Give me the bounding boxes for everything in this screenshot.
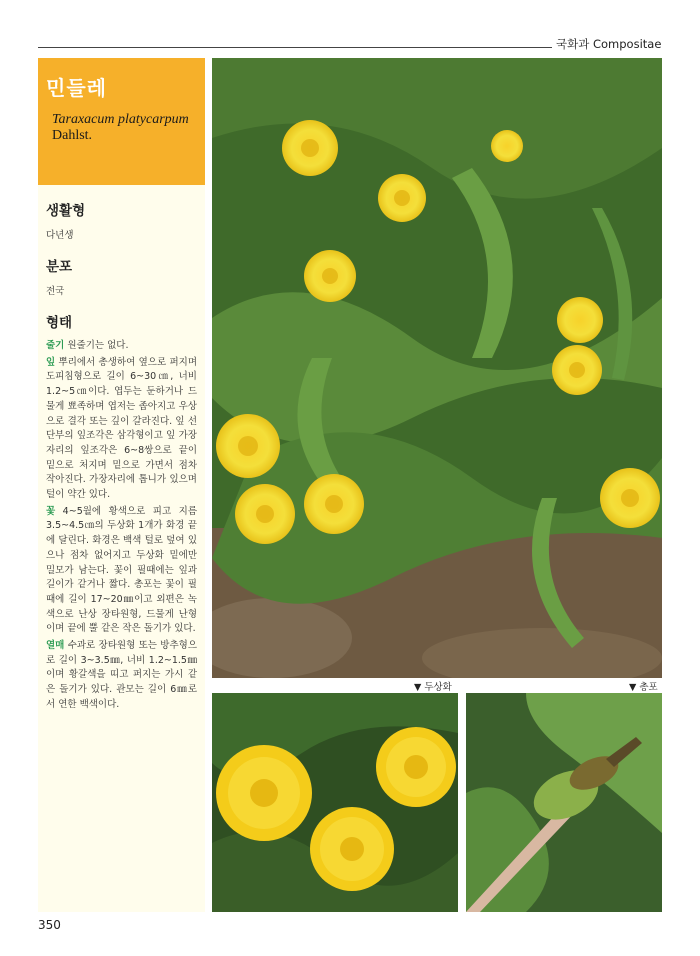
fruit-text: 수과로 장타원형 또는 방추형으로 길이 3~3.5㎜, 너비 1.2~1.5㎜이며 황갈색을 띠고 퍼지는 가시 같은 돌기가 있다. 관모는 길이 6㎜로서 연한 백색이다. [46,640,197,710]
life-form-heading: 생활형 [46,203,86,219]
flower-text: 4~5월에 황색으로 피고 지름 3.5~4.5㎝의 두상화 1개가 화경 끝에 달린다. 화경은 백색 털로 덮여 있으나 점차 없어지고 두상화 밑에만 밀모가 남는다. 꽃이 필때에는 잎과 길이가 같거나 짧다. 총포는 꽃이 필때에 길이 17~20㎜이고 외편은 녹색으로 난상 장타원형, 드물게 난형이며 끝에 뿔 같은 작은 돌기가 있다. [46,505,197,635]
distribution-value: 전국 [46,286,65,297]
involucre-photo [466,693,662,912]
leaf-text: 뿌리에서 총생하여 옆으로 퍼지며 도피침형으로 길이 6~30㎝, 너비 1.2~5㎝이다. 엽두는 둔하거나 드물게 뾰족하며 엽저는 좁아지고 우상으로 결각 또는 깊이 갈라진다. 잎 선단부의 잎조각은 삼각형이고 잎 가장자리의 잎조각은 6~8쌍으로 끝이 밑으로 처지며 밑으로 가면서 점차 작아진다. 가장자리에 톱니가 있으며 털이 약간 있다. [46,356,197,501]
stem-paragraph [46,339,197,354]
flower-paragraph [46,505,197,637]
flower-keyword: 꽃 [46,505,56,517]
stem-keyword: 줄기 [46,340,65,351]
main-dandelion-photo [212,58,662,678]
page-number: 350 [38,918,61,932]
korean-name: 민들레 [46,76,107,100]
involucre-caption: ▼ 총포 [629,682,658,693]
scientific-name-block [52,112,189,144]
info-panel [38,185,205,912]
stem-text: 원줄기는 없다. [64,340,129,351]
fruit-keyword: 열매 [46,640,65,652]
distribution-heading: 분포 [46,259,73,275]
flower-head-caption: ▼ 두상화 [414,682,452,693]
scientific-name: Taraxacum platycarpum [52,112,189,127]
morphology-heading: 형태 [46,315,73,331]
title-box [38,58,205,185]
fruit-paragraph [46,639,197,713]
life-form-value: 다년생 [46,230,74,241]
header-rule [38,47,552,48]
header-family-label: 국화과 Compositae [556,37,662,51]
leaf-paragraph [46,356,197,503]
author-name: Dahlst. [52,128,93,143]
leaf-keyword: 잎 [46,356,56,368]
flower-head-photo [212,693,458,912]
